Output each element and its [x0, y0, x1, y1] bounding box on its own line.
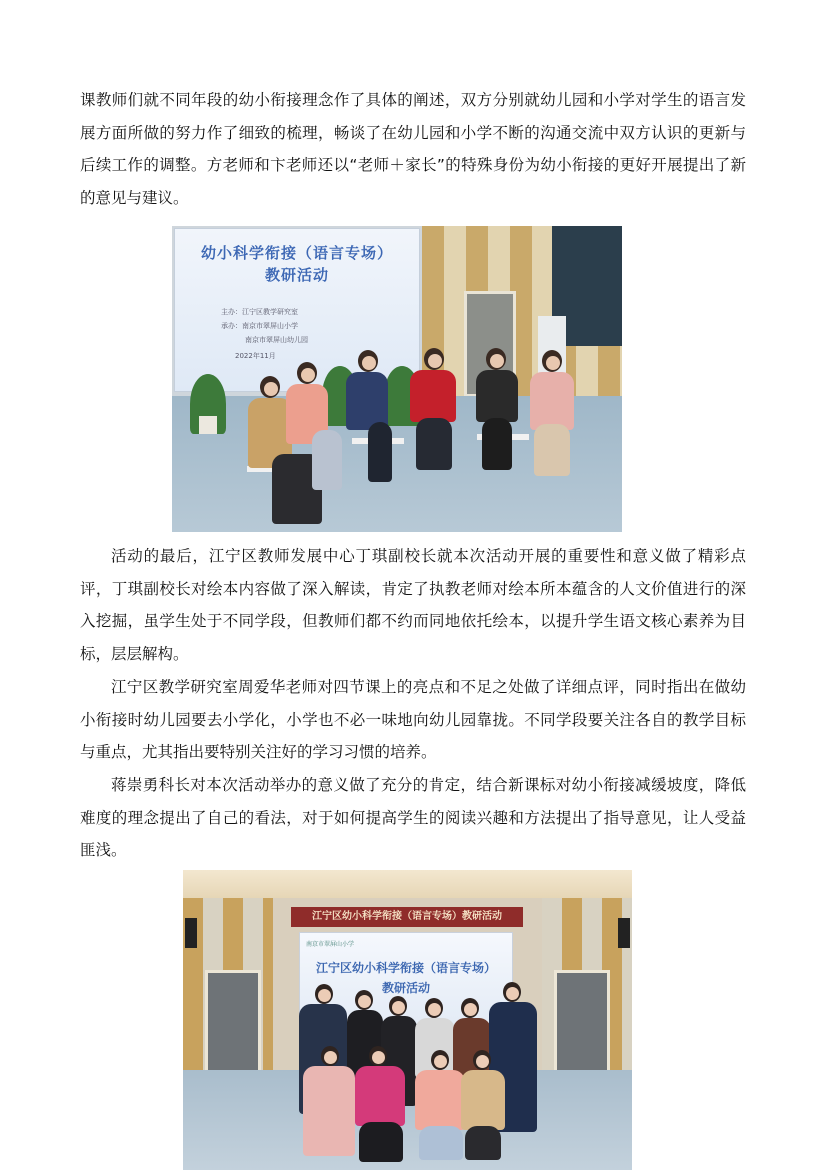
- photo-panel-discussion: [172, 226, 622, 532]
- photo2-banner: 江宁区幼小科学衔接（语言专场）教研活动: [291, 907, 523, 927]
- photo1-person-legs: [416, 418, 452, 470]
- photo2-person: [303, 1066, 355, 1156]
- photo1-person-legs: [312, 430, 342, 490]
- photo2-screen-logo: 南京市翠屏山小学: [306, 941, 355, 948]
- photo2-person-face: [358, 995, 371, 1008]
- photo2-person-legs: [465, 1126, 501, 1160]
- photo-group: [183, 870, 632, 1170]
- photo2-door-left: [205, 970, 261, 1076]
- photo2-person-face: [464, 1003, 477, 1016]
- photo1-person: [530, 372, 574, 430]
- paragraph-2: 活动的最后，江宁区教师发展中心丁琪副校长就本次活动开展的重要性和意义做了精彩点评，丁琪副校长对绘本内容做了深入解读，肯定了执教老师对绘本所本蕴含的人文价值进行的深入挖掘，虽学生处于不同学段，但教师们都不约而同地依托绘本，以提升学生语文核心素养为目标，层层解构。: [80, 547, 746, 663]
- photo2-ceiling: [183, 870, 632, 898]
- photo2-person-face: [318, 989, 331, 1002]
- photo2-person-legs: [419, 1126, 463, 1160]
- photo2-person-face: [428, 1003, 441, 1016]
- photo1-person-face: [301, 368, 315, 382]
- photo1-person-legs: [534, 424, 570, 476]
- photo2-person: [355, 1066, 405, 1126]
- photo1-screen-host2: 南京市翠屏山幼儿园: [245, 336, 308, 344]
- photo1-person: [410, 370, 456, 422]
- photo1-screen-date: 2022年11月: [235, 352, 276, 360]
- photo2-person-face: [372, 1051, 385, 1064]
- photo2-speaker-left: [185, 918, 197, 948]
- photo2-person-face: [434, 1055, 447, 1068]
- photo2-person-face: [476, 1055, 489, 1068]
- photo2-speaker-right: [618, 918, 630, 948]
- photo1-person-face: [490, 354, 504, 368]
- photo1-pot: [199, 416, 217, 434]
- photo2-person: [415, 1070, 465, 1130]
- photo1-person: [476, 370, 518, 422]
- photo1-person-face: [264, 382, 278, 396]
- photo2-person-face: [392, 1001, 405, 1014]
- paragraph-3: 江宁区教学研究室周爱华老师对四节课上的亮点和不足之处做了详细点评，同时指出在做幼小衔接时幼儿园要去小学化，小学也不必一味地向幼儿园靠拢。不同学段要关注各自的教学目标与重点，尤其指出要特别关注好的学习习惯的培养。: [80, 678, 746, 762]
- photo1-screen-organizer: 主办：江宁区教学研究室: [221, 308, 298, 316]
- photo2-person: [415, 1018, 455, 1078]
- photo1-person-face: [428, 354, 442, 368]
- photo2-screen-title: 江宁区幼小科学衔接（语言专场）: [315, 961, 496, 975]
- paragraph-1: 课教师们就不同年段的幼小衔接理念作了具体的阐述，双方分别就幼儿园和小学对学生的语言发展方面所做的努力作了细致的梳理，畅谈了在幼儿园和小学不断的沟通交流中双方认识的更新与后续工作的调整。方老师和卞老师还以“老师＋家长”的特殊身份为幼小衔接的更好开展提出了新的意见与建议。: [80, 91, 746, 207]
- photo1-person-face: [546, 356, 560, 370]
- photo1-screen-title: 幼小科学衔接（语言专场）: [200, 244, 393, 262]
- photo1-person-legs: [482, 418, 512, 470]
- photo1-person-face: [362, 356, 376, 370]
- photo2-person-face: [506, 987, 519, 1000]
- photo2-person-face: [324, 1051, 337, 1064]
- photo2-screen-subtitle: 教研活动: [381, 981, 430, 995]
- photo1-screen-subtitle: 教研活动: [264, 266, 329, 284]
- photo2-person-legs: [359, 1122, 403, 1162]
- photo1-person-legs: [368, 422, 392, 482]
- photo2-door-right: [554, 970, 610, 1076]
- photo2-person: [461, 1070, 505, 1130]
- photo1-screen-host: 承办：南京市翠屏山小学: [221, 322, 298, 330]
- paragraph-4: 蒋崇勇科长对本次活动举办的意义做了充分的肯定，结合新课标对幼小衔接减缓坡度，降低难度的理念提出了自己的看法，对于如何提高学生的阅读兴趣和方法提出了指导意见，让人受益匪浅。: [80, 776, 746, 860]
